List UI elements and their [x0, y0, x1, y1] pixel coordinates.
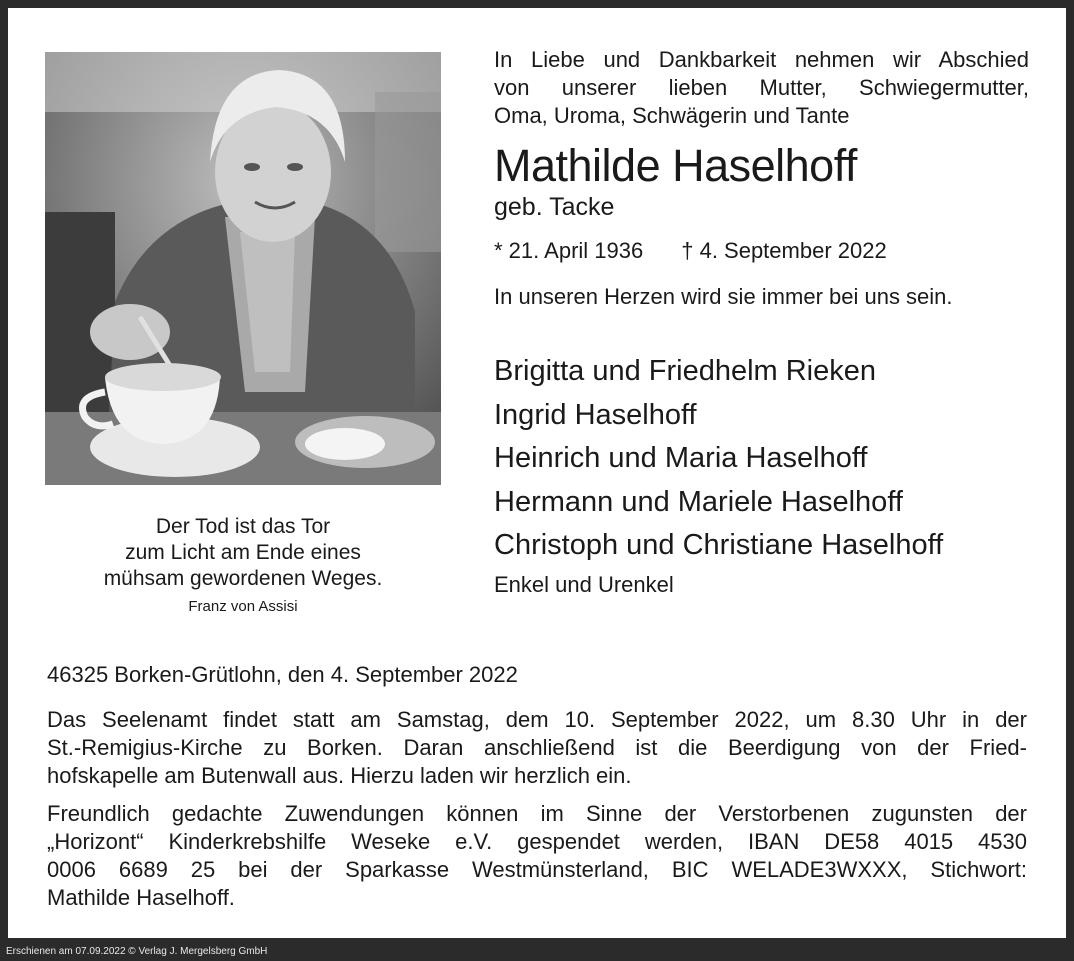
memorial-motto: In unseren Herzen wird sie immer bei uns sein.	[494, 284, 953, 309]
place-date: 46325 Borken-Grütlohn, den 4. September 2022	[47, 662, 518, 687]
mourner-name: Brigitta und Friedhelm Rieken	[494, 355, 877, 387]
life-dates	[494, 238, 1029, 264]
details-block	[47, 662, 1027, 912]
intro-line: Oma, Uroma, Schwägerin und Tante	[494, 103, 850, 128]
service-line: Das Seelenamt findet statt am Samstag, dem 10. September 2022, um 8.30 Uhr in der	[47, 707, 1027, 732]
mourner-name: Ingrid Haselhoff	[494, 398, 697, 431]
service-paragraph	[47, 706, 1027, 790]
portrait-photo	[45, 52, 441, 485]
intro-text	[494, 46, 1029, 130]
intro-line: In Liebe und Dankbarkeit nehmen wir Abschied	[494, 47, 1029, 72]
quote-line: Der Tod ist das Tor	[155, 515, 331, 538]
service-line: St.-Remigius-Kirche zu Borken. Daran anschließend ist die Beerdigung von der Fried-	[47, 735, 1027, 760]
donation-line: Freundlich gedachte Zuwendungen können im Sinne der Verstorbenen zugunsten der	[47, 801, 1027, 826]
mourner-name: Christoph und Christiane Haselhoff	[494, 529, 944, 561]
maiden-name: geb. Tacke	[494, 193, 615, 221]
quote-line: mühsam gewordenen Weges.	[103, 567, 383, 590]
death-date: † 4. September 2022	[681, 238, 887, 263]
intro-line: von unserer lieben Mutter, Schwiegermutter,	[494, 75, 1029, 100]
obituary-card	[8, 8, 1066, 938]
mourner-name: Hermann und Mariele Haselhoff	[494, 485, 903, 518]
mourners-list	[494, 350, 1029, 600]
donation-line: „Horizont“ Kinderkrebshilfe Weseke e.V. gespendet werden, IBAN DE58 4015 4530	[47, 829, 1027, 854]
birth-date: * 21. April 1936	[494, 238, 644, 263]
publication-footer: Erschienen am 07.09.2022 © Verlag J. Mergelsberg GmbH	[6, 946, 268, 957]
quote-line: zum Licht am Ende eines	[125, 541, 361, 564]
donation-paragraph	[47, 800, 1027, 912]
mourner-name: Heinrich und Maria Haselhoff	[494, 442, 868, 474]
service-line: hofskapelle am Butenwall aus. Hierzu laden wir herzlich ein.	[47, 763, 632, 788]
deceased-name: Mathilde Haselhoff	[494, 140, 857, 191]
announcement-column	[494, 46, 1029, 600]
donation-line: Mathilde Haselhoff.	[47, 885, 235, 910]
quote-block	[45, 514, 441, 615]
donation-line: 0006 6689 25 bei der Sparkasse Westmünsterland, BIC WELADE3WXXX, Stichwort:	[47, 857, 1027, 882]
quote-author: Franz von Assisi	[188, 598, 298, 615]
grandchildren-line: Enkel und Urenkel	[494, 571, 674, 597]
